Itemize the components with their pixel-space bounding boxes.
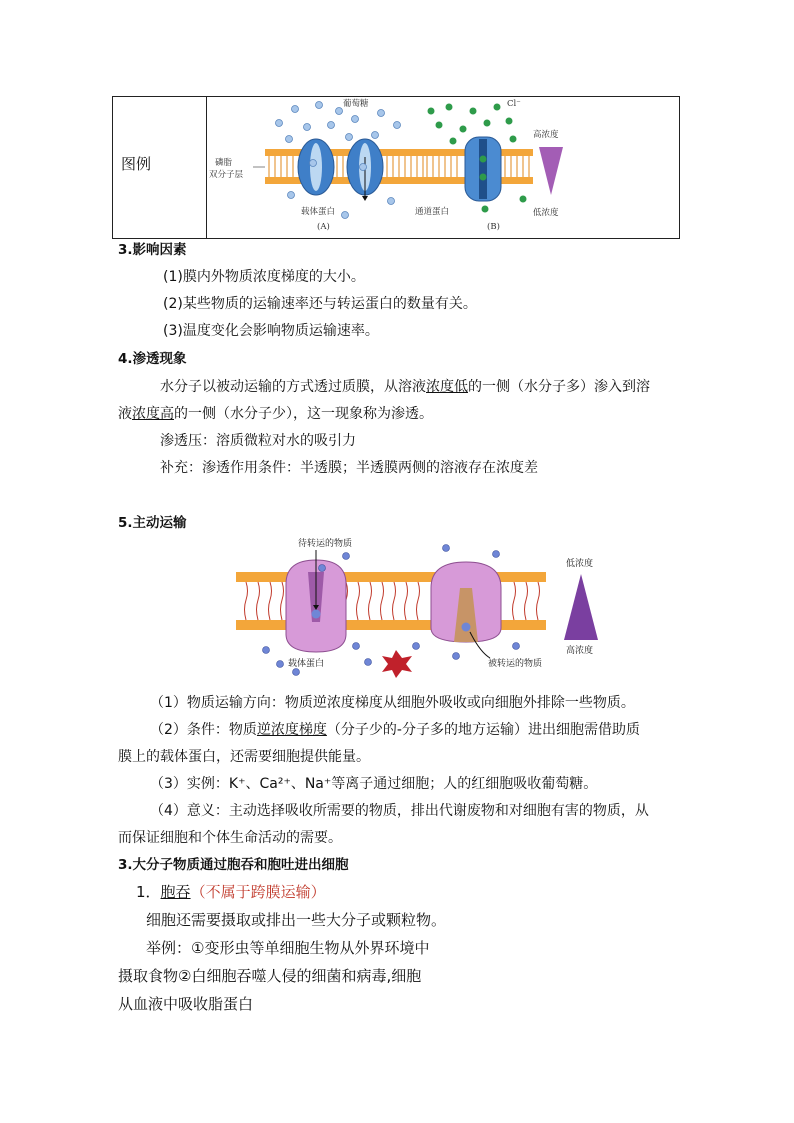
list-item: (1)膜内外物质浓度梯度的大小。 — [163, 269, 365, 285]
supplement-line: 补充：渗透作用条件：半透膜；半透膜两侧的溶液存在浓度差 — [160, 460, 538, 476]
list-item-continuation: 膜上的载体蛋白，还需要细胞提供能量。 — [118, 749, 370, 765]
energy-burst-icon — [382, 650, 412, 678]
bilayer-label: 双分子层 — [209, 170, 244, 180]
channel-diffusion-diagram — [413, 97, 673, 238]
paragraph-line: 液浓度高的一侧（水分子少），这一现象称为渗透。 — [118, 406, 433, 422]
legend-table — [112, 96, 680, 239]
list-item-continuation: 而保证细胞和个体生命活动的需要。 — [118, 830, 342, 846]
list-item: （2）条件：物质逆浓度梯度（分子少的-分子多的地方运输）进出细胞需借助质 — [150, 722, 640, 738]
bilayer-label: 磷脂 — [215, 158, 233, 168]
list-item: （1）物质运输方向：物质逆浓度梯度从细胞外吸收或向细胞外排除一些物质。 — [150, 695, 635, 711]
caption-a: (A) — [317, 222, 330, 232]
paragraph-line: 从血液中吸收脂蛋白 — [118, 995, 254, 1013]
subsection-title: 1．胞吞（不属于跨膜运输） — [136, 883, 326, 901]
carrier-diffusion-diagram — [209, 97, 429, 238]
list-item: （4）意义：主动选择吸收所需要的物质，排出代谢废物和对细胞有害的物质，从 — [150, 803, 649, 819]
section-heading: 4.渗透现象 — [118, 351, 187, 367]
paragraph-line: 细胞还需要摄取或排出一些大分子或颗粒物。 — [146, 911, 447, 929]
section-heading: 3.大分子物质通过胞吞和胞吐进出细胞 — [118, 857, 349, 873]
carrier-protein — [431, 562, 501, 658]
caption-b: (B) — [487, 222, 500, 232]
definition-line: 渗透压：溶质微粒对水的吸引力 — [160, 433, 356, 449]
paragraph-line: 水分子以被动运输的方式透过质膜，从溶液浓度低的一侧（水分子多）渗入到溶 — [160, 379, 650, 395]
transported-label: 被转运的物质 — [488, 659, 543, 669]
channel-label: 通道蛋白 — [415, 207, 450, 217]
list-item: （3）实例：K⁺、Ca²⁺、Na⁺等离子通过细胞；人的红细胞吸收葡萄糖。 — [150, 776, 598, 792]
carrier-label: 载体蛋白 — [301, 207, 336, 217]
gradient-triangle — [564, 574, 598, 640]
gradient-triangle — [539, 147, 563, 195]
active-transport-diagram — [236, 532, 616, 684]
section-heading: 5.主动运输 — [118, 515, 187, 531]
section-heading: 3.影响因素 — [118, 242, 187, 258]
ion-label: Cl⁻ — [507, 99, 521, 109]
to-transport-label: 待转运的物质 — [298, 539, 353, 549]
high-concentration-label: 高浓度 — [566, 646, 594, 656]
carrier-label: 载体蛋白 — [288, 659, 325, 669]
low-concentration-label: 低浓度 — [533, 208, 559, 218]
table-divider — [206, 97, 207, 238]
paragraph-line: 摄取食物②白细胞吞噬人侵的细菌和病毒,细胞 — [118, 967, 422, 985]
paragraph-line: 举例：①变形虫等单细胞生物从外界环境中 — [146, 939, 430, 957]
glucose-label: 葡萄糖 — [343, 99, 369, 109]
high-concentration-label: 高浓度 — [533, 130, 559, 140]
low-concentration-label: 低浓度 — [566, 559, 594, 569]
legend-row-label: 图例 — [121, 155, 152, 173]
list-item: (3)温度变化会影响物质运输速率。 — [163, 323, 379, 339]
list-item: (2)某些物质的运输速率还与转运蛋白的数量有关。 — [163, 296, 477, 312]
carrier-protein — [286, 550, 346, 652]
